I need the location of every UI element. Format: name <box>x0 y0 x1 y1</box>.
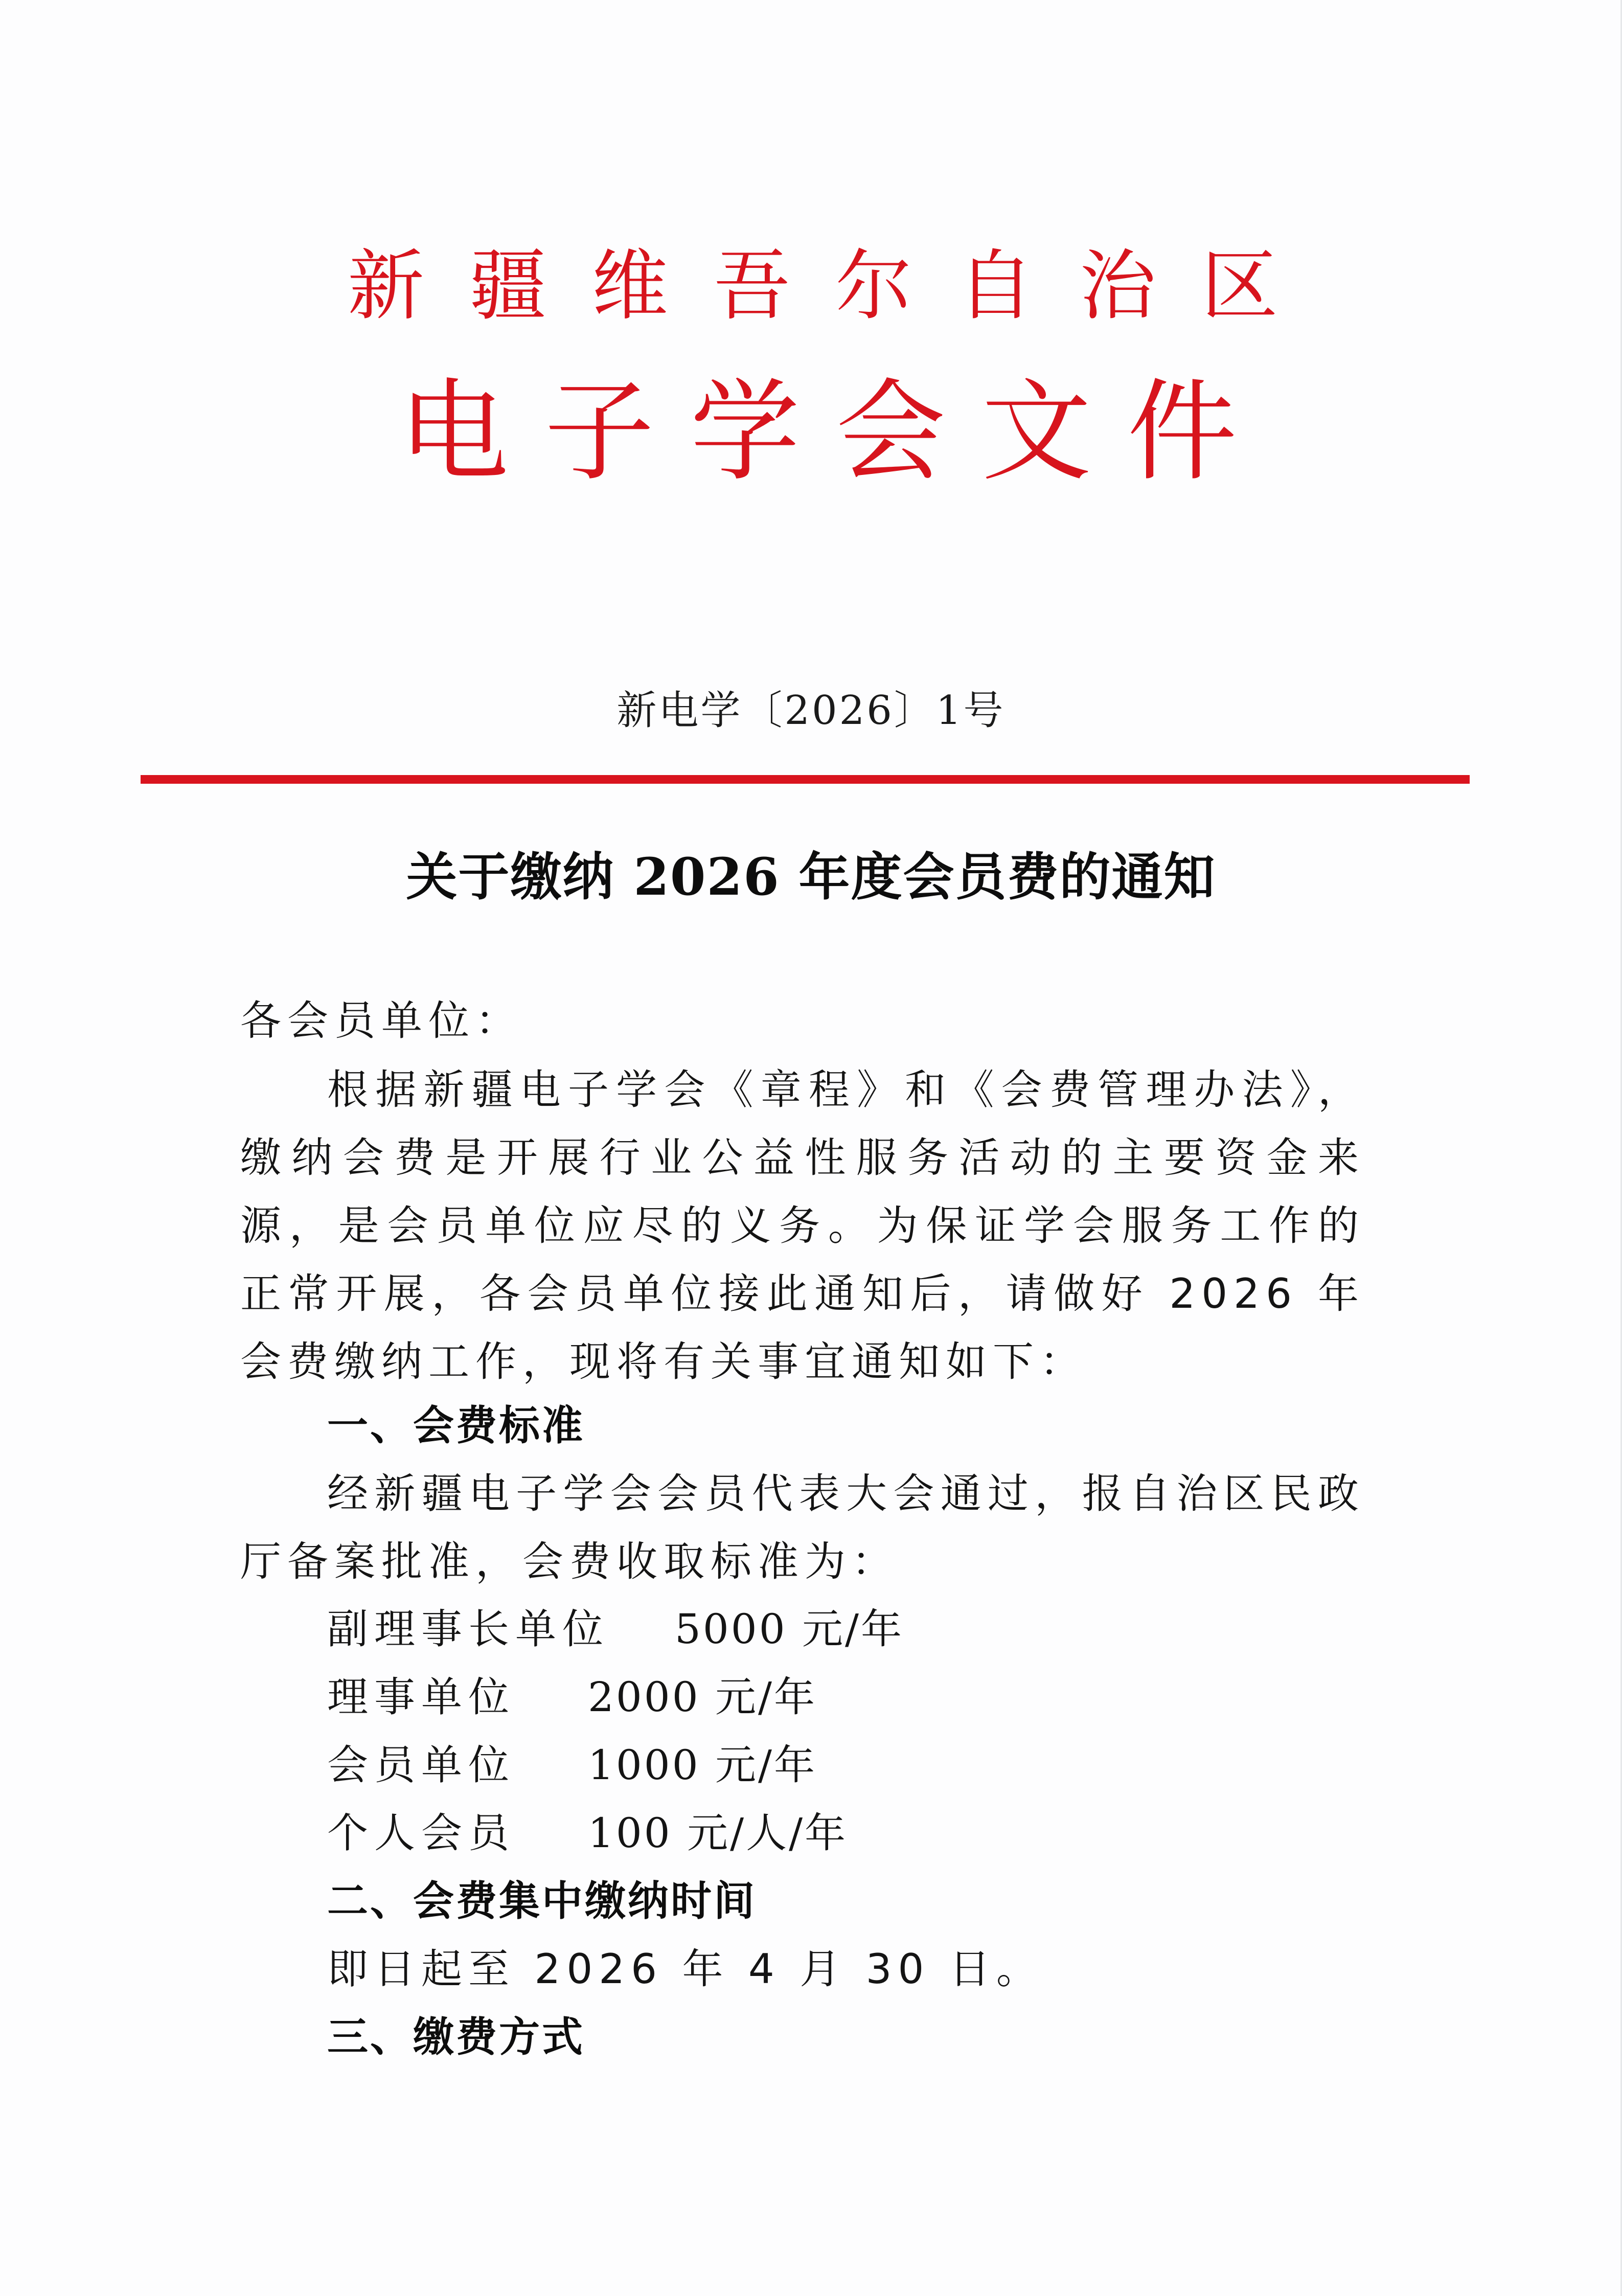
section-heading-payment-method: 三、缴费方式 <box>327 2013 585 2061</box>
fee-standard-intro: 经新疆电子学会会员代表大会通过，报自治区民政厅备案批准，会费收取标准为： <box>240 1470 1365 1585</box>
org-char: 区 <box>1201 242 1278 331</box>
fee-amount: 5000 元/年 <box>675 1605 904 1653</box>
org-char: 电 <box>399 368 509 496</box>
org-char: 新 <box>348 242 425 331</box>
fee-category: 个人会员 <box>327 1809 515 1857</box>
fee-amount: 100 元/人/年 <box>588 1809 848 1857</box>
org-char: 文 <box>981 368 1091 496</box>
fee-category: 副理事长单位 <box>327 1605 609 1653</box>
intro-paragraph: 根据新疆电子学会《章程》和《会费管理办法》，缴纳会费是开展行业公益性服务活动的主要资金来源，是会员单位应尽的义务。为保证学会服务工作的正常开展，各会员单位接此通知后，请做好 2026 年会费缴纳工作，现将有关事宜通知如下： <box>240 1066 1365 1385</box>
fee-row <box>327 1731 817 1799</box>
section-heading-payment-period: 二、会费集中缴纳时间 <box>327 1877 757 1925</box>
fee-row <box>327 1663 817 1731</box>
salutation: 各会员单位： <box>240 997 522 1044</box>
org-char: 自 <box>957 242 1034 331</box>
payment-period: 即日起至 2026 年 4 月 30 日。 <box>327 1945 1043 1993</box>
fee-amount: 1000 元/年 <box>588 1741 817 1789</box>
org-char: 治 <box>1079 242 1156 331</box>
fee-row <box>327 1595 904 1663</box>
red-divider <box>141 775 1470 784</box>
org-char: 吾 <box>713 242 790 331</box>
org-char: 子 <box>544 368 654 496</box>
org-char: 会 <box>836 368 946 496</box>
fee-amount: 2000 元/年 <box>588 1673 817 1721</box>
document-number: 新电学〔2026〕1号 <box>616 688 1006 734</box>
document-title: 关于缴纳 2026 年度会员费的通知 <box>406 847 1216 907</box>
fee-category: 理事单位 <box>327 1673 515 1721</box>
org-char: 疆 <box>469 242 546 331</box>
org-char: 件 <box>1127 368 1237 496</box>
section-heading-fee-standard: 一、会费标准 <box>327 1402 585 1449</box>
org-name-line1 <box>348 240 1278 332</box>
fee-category: 会员单位 <box>327 1741 515 1789</box>
org-char: 维 <box>591 242 669 331</box>
org-name-line2 <box>399 368 1237 496</box>
fee-row <box>327 1799 848 1867</box>
org-char: 学 <box>690 368 800 496</box>
org-char: 尔 <box>835 242 912 331</box>
